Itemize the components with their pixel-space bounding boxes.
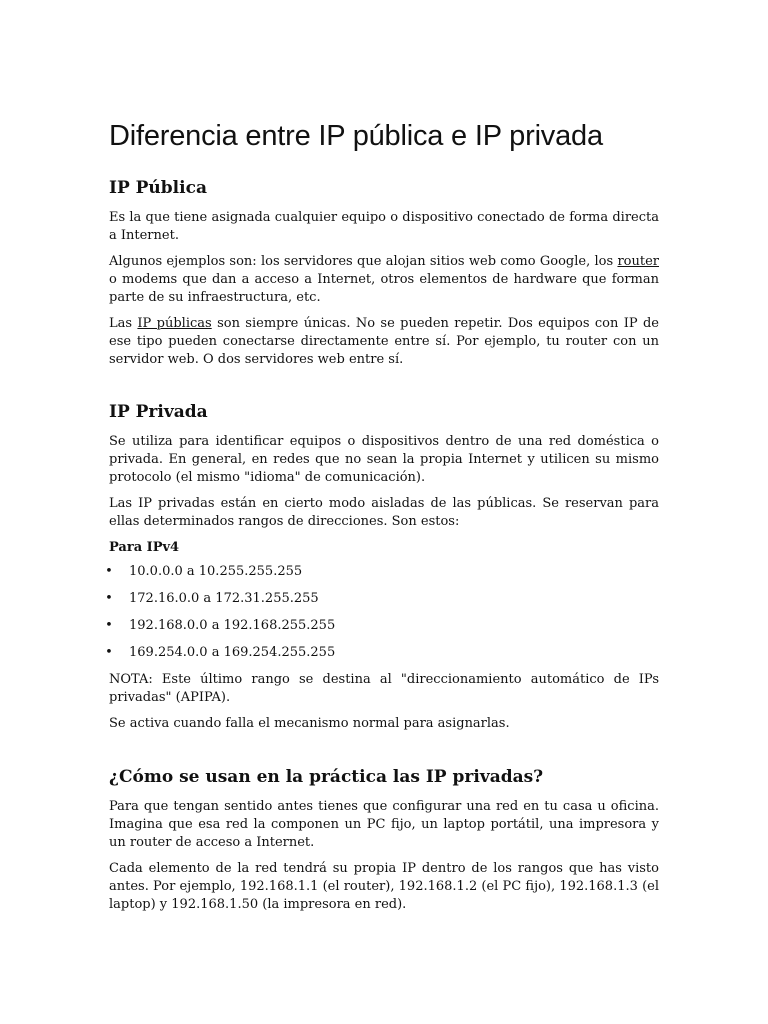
list-item xyxy=(105,563,659,581)
bullet-icon: • xyxy=(105,618,113,633)
router-link[interactable]: router xyxy=(617,254,659,269)
paragraph xyxy=(109,253,659,307)
paragraph: Es la que tiene asignada cualquier equipo o dispositivo conectado de forma directa a Internet. xyxy=(109,210,659,243)
paragraph: Para que tengan sentido antes tienes que configurar una red en tu casa u oficina. Imagina que esa red la componen un PC fijo, un laptop portátil, una impresora y un router de acceso a Internet. xyxy=(109,799,659,850)
bullet-icon: • xyxy=(105,564,113,579)
ip-publicas-link[interactable]: IP públicas xyxy=(137,316,212,331)
paragraph: Se activa cuando falla el mecanismo normal para asignarlas. xyxy=(109,716,510,731)
list-item xyxy=(105,617,659,635)
text-span: Algunos ejemplos son: los servidores que alojan sitios web como Google, los xyxy=(109,254,618,269)
text-span: son siempre únicas. No se pueden repetir. Dos equipos con IP de ese tipo pueden conectarse directamente entre sí. Por ejemplo, tu router con un servidor web. O dos servidores web entre sí. xyxy=(109,316,659,367)
subheading-ipv4: Para IPv4 xyxy=(109,540,180,555)
page-title: Diferencia entre IP pública e IP privada xyxy=(109,120,603,152)
paragraph xyxy=(109,315,659,369)
paragraph: Las IP privadas están en cierto modo aisladas de las públicas. Se reservan para ellas determinados rangos de direcciones. Son estos: xyxy=(109,496,659,529)
range-text: 10.0.0.0 a 10.255.255.255 xyxy=(129,564,303,579)
note-paragraph: NOTA: Este último rango se destina al "direccionamiento automático de IPs privadas" (APIPA). xyxy=(109,672,659,705)
list-item xyxy=(105,644,659,662)
paragraph: Cada elemento de la red tendrá su propia IP dentro de los rangos que has visto antes. Por ejemplo, 192.168.1.1 (el router), 192.168.1.2 (el PC fijo), 192.168.1.3 (el laptop) y 192.168.1.50 (la impresora en red). xyxy=(109,861,659,912)
range-text: 192.168.0.0 a 192.168.255.255 xyxy=(129,618,336,633)
section-heading-uso-practico: ¿Cómo se usan en la práctica las IP privadas? xyxy=(109,767,544,787)
list-item xyxy=(105,590,659,608)
bullet-icon: • xyxy=(105,591,113,606)
section-heading-ip-publica: IP Pública xyxy=(109,178,207,198)
section-heading-ip-privada: IP Privada xyxy=(109,402,208,422)
paragraph: Se utiliza para identificar equipos o dispositivos dentro de una red doméstica o privada. En general, en redes que no sean la propia Internet y utilicen su mismo protocolo (el mismo "idioma" de comunicación). xyxy=(109,434,659,485)
range-text: 172.16.0.0 a 172.31.255.255 xyxy=(129,591,319,606)
ip-range-list xyxy=(105,563,659,662)
bullet-icon: • xyxy=(105,645,113,660)
text-span: Las xyxy=(109,316,138,331)
document-body xyxy=(105,116,659,922)
text-span: o modems que dan a acceso a Internet, otros elementos de hardware que forman parte de su infraestructura, etc. xyxy=(109,272,659,305)
range-text: 169.254.0.0 a 169.254.255.255 xyxy=(129,645,336,660)
